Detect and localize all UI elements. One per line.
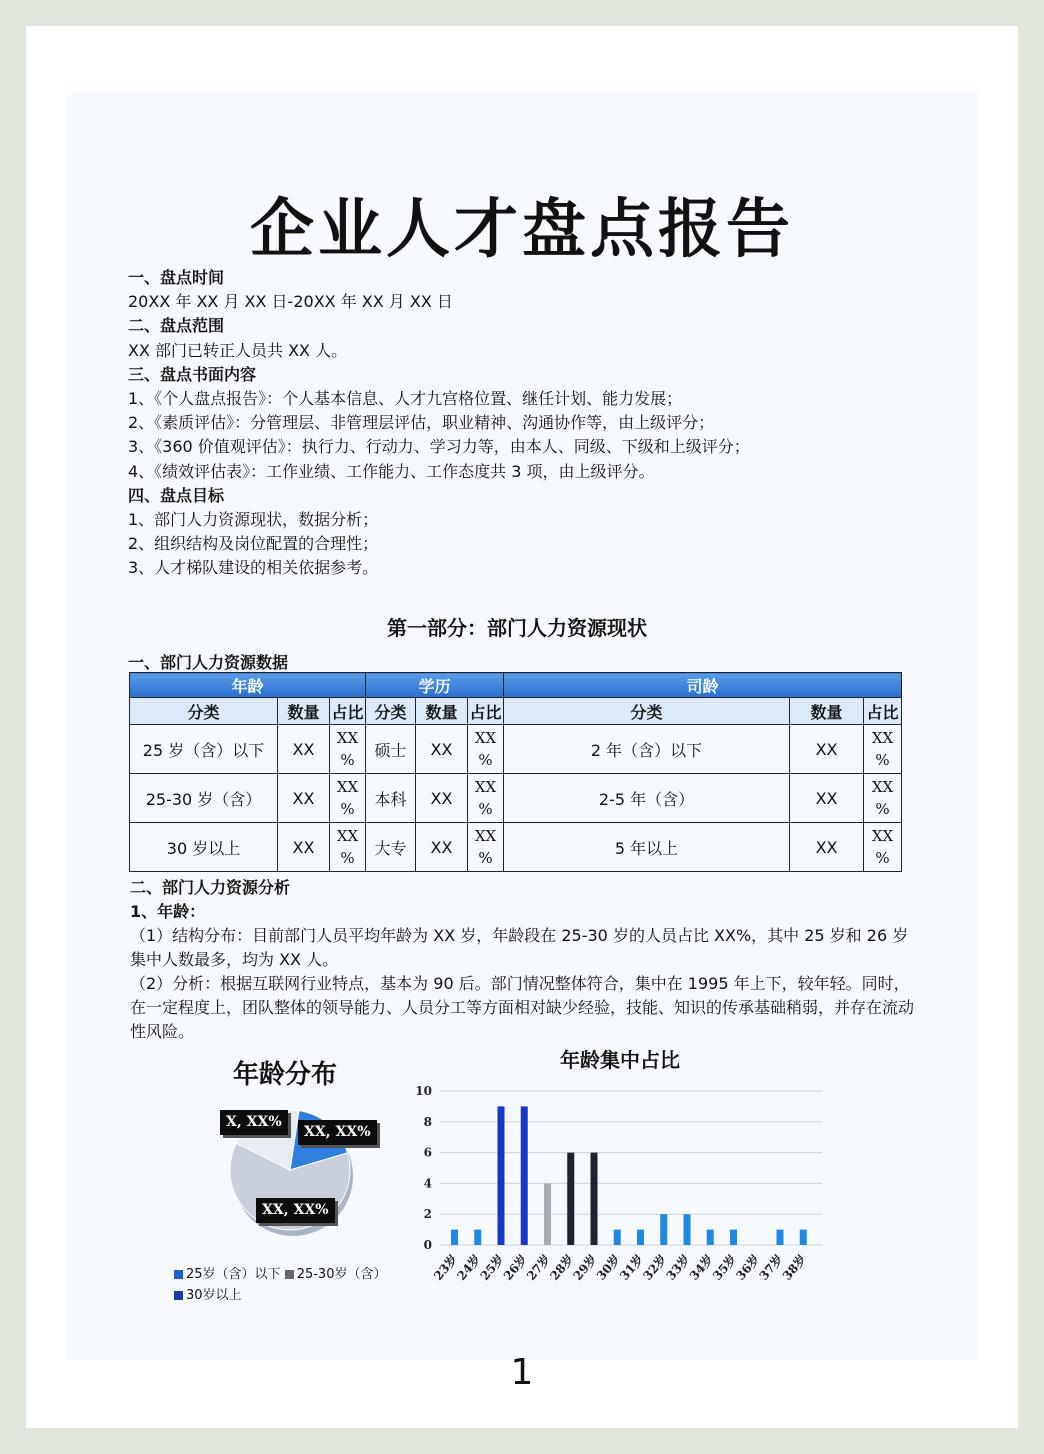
age-subtitle: 1、年龄： — [130, 902, 206, 921]
table-cell: XX % — [864, 823, 902, 872]
x-tick-label: 33岁 — [663, 1251, 693, 1283]
x-tick-label: 31岁 — [617, 1251, 647, 1283]
analysis-section — [130, 876, 916, 1044]
x-tick-label: 35岁 — [710, 1251, 740, 1283]
table-cell: XX — [416, 823, 468, 872]
analysis-paragraph-2: （2）分析：根据互联网行业特点，基本为 90 后。部门情况整体符合，集中在 1995 年上下，较年轻。同时，在一定程度上，团队整体的领导能力、人员分工等方面相对缺少经验，技能、知识的传承基础稍弱，并存在流动性风险。 — [130, 974, 915, 1041]
report-title: 企业人才盘点报告 — [250, 193, 794, 267]
bar — [591, 1153, 598, 1245]
table-cell: XX — [278, 823, 330, 872]
x-tick-label: 27岁 — [524, 1251, 554, 1283]
intro-heading: 三、盘点书面内容 — [128, 364, 257, 384]
table-cell: XX % — [330, 725, 366, 774]
bar — [660, 1214, 667, 1245]
sub-header: 占比 — [330, 698, 366, 725]
x-tick-label: 32岁 — [640, 1251, 670, 1283]
y-tick-label: 8 — [423, 1114, 432, 1129]
table-cell: 25-30 岁（含） — [130, 774, 278, 823]
bar-chart — [400, 1075, 840, 1300]
legend-item: 25-30岁（含） — [285, 1267, 387, 1282]
intro-section — [128, 266, 928, 581]
x-tick-label: 30岁 — [593, 1251, 624, 1283]
section2-title: 二、部门人力资源分析 — [130, 878, 291, 897]
pie-data-label: XX, XX% — [298, 1120, 377, 1145]
y-tick-label: 2 — [423, 1207, 432, 1222]
table-cell: XX % — [468, 774, 504, 823]
legend-swatch — [285, 1270, 294, 1279]
table-cell: 2-5 年（含） — [504, 774, 790, 823]
x-tick-label: 24岁 — [454, 1251, 484, 1283]
x-tick-label: 38岁 — [779, 1251, 810, 1283]
pie-legend — [174, 1264, 414, 1306]
table-cell: XX — [278, 725, 330, 774]
part-title: 第一部分：部门人力资源现状 — [387, 616, 647, 640]
sub-header: 数量 — [790, 698, 864, 725]
bar — [498, 1106, 505, 1245]
bar — [707, 1230, 714, 1245]
table-cell: XX — [278, 774, 330, 823]
x-tick-label: 37岁 — [756, 1251, 786, 1283]
intro-line: 20XX 年 XX 月 XX 日-20XX 年 XX 月 XX 日 — [128, 292, 453, 312]
x-tick-label: 29岁 — [570, 1251, 600, 1283]
table-cell: XX — [416, 725, 468, 774]
sub-header: 占比 — [468, 698, 504, 725]
bar — [567, 1153, 574, 1245]
table-cell: 5 年以上 — [504, 823, 790, 872]
pie-data-label: X, XX% — [220, 1110, 288, 1135]
page-number: 1 — [510, 1352, 534, 1393]
table-cell: XX % — [864, 725, 902, 774]
intro-line: 3、《360 价值观评估》：执行力、行动力、学习力等，由本人、同级、下级和上级评分； — [128, 437, 750, 457]
table-row — [130, 774, 902, 823]
bar — [451, 1230, 458, 1245]
legend-swatch — [174, 1291, 183, 1300]
group-header-age: 年龄 — [130, 673, 366, 698]
bar — [777, 1230, 784, 1245]
y-tick-label: 0 — [423, 1238, 432, 1252]
table-row — [130, 823, 902, 872]
sub-header: 分类 — [130, 698, 278, 725]
hr-data-table — [129, 672, 902, 872]
intro-line: 2、组织结构及岗位配置的合理性； — [128, 534, 379, 554]
bar-chart-title: 年龄集中占比 — [560, 1048, 680, 1072]
intro-line: 4、《绩效评估表》：工作业绩、工作能力、工作态度共 3 项，由上级评分。 — [128, 461, 655, 481]
legend-item: 25岁（含）以下 — [174, 1267, 281, 1282]
table-cell: XX % — [468, 823, 504, 872]
table-cell: 大专 — [366, 823, 416, 872]
intro-line: 2、《素质评估》：分管理层、非管理层评估，职业精神、沟通协作等，由上级评分； — [128, 413, 715, 433]
sub-header: 分类 — [504, 698, 790, 725]
table-cell: XX — [790, 725, 864, 774]
group-header-tenure: 司龄 — [504, 673, 902, 698]
bar — [521, 1106, 528, 1245]
table-cell: XX % — [864, 774, 902, 823]
table-cell: 本科 — [366, 774, 416, 823]
table-cell: XX — [790, 823, 864, 872]
x-tick-label: 25岁 — [477, 1251, 507, 1283]
table-cell: XX % — [468, 725, 504, 774]
x-tick-label: 26岁 — [500, 1251, 531, 1283]
y-tick-label: 6 — [423, 1145, 432, 1160]
table-cell: XX % — [330, 823, 366, 872]
pie-chart-title: 年龄分布 — [232, 1060, 337, 1090]
legend-item: 30岁以上 — [174, 1288, 242, 1303]
table-cell: 2 年（含）以下 — [504, 725, 790, 774]
table-cell: 25 岁（含）以下 — [130, 725, 278, 774]
bar — [684, 1214, 691, 1245]
x-tick-label: 28岁 — [547, 1251, 577, 1283]
intro-line: 1、《个人盘点报告》：个人基本信息、人才九宫格位置、继任计划、能力发展； — [128, 389, 683, 409]
x-tick-label: 34岁 — [686, 1251, 717, 1283]
intro-heading: 二、盘点范围 — [128, 316, 225, 336]
legend-swatch — [174, 1270, 183, 1279]
bar — [800, 1230, 807, 1245]
table-cell: 硕士 — [366, 725, 416, 774]
group-header-education: 学历 — [366, 673, 504, 698]
bar — [614, 1230, 621, 1245]
analysis-paragraph-1: （1）结构分布：目前部门人员平均年龄为 XX 岁，年龄段在 25-30 岁的人员占比 XX%，其中 25 岁和 26 岁集中人数最多，均为 XX 人。 — [130, 926, 909, 969]
table-cell: XX — [416, 774, 468, 823]
x-tick-label: 23岁 — [431, 1251, 461, 1283]
intro-heading: 一、盘点时间 — [128, 268, 225, 287]
x-tick-label: 36岁 — [733, 1251, 763, 1283]
sub-header: 数量 — [278, 698, 330, 725]
intro-heading: 四、盘点目标 — [128, 485, 225, 505]
table-cell: XX % — [330, 774, 366, 823]
bar — [730, 1230, 737, 1245]
bar — [637, 1230, 644, 1245]
intro-line: XX 部门已转正人员共 XX 人。 — [128, 340, 348, 360]
table-cell: XX — [790, 774, 864, 823]
sub-header: 分类 — [366, 698, 416, 725]
sub-header: 数量 — [416, 698, 468, 725]
y-tick-label: 4 — [423, 1176, 432, 1191]
y-tick-label: 10 — [415, 1084, 432, 1098]
table-row — [130, 725, 902, 774]
section1-title: 一、部门人力资源数据 — [128, 653, 289, 672]
pie-data-label: XX, XX% — [256, 1198, 335, 1223]
intro-line: 1、部门人力资源现状，数据分析； — [128, 510, 379, 530]
sub-header: 占比 — [864, 698, 902, 725]
bar — [544, 1183, 551, 1245]
intro-line: 3、人才梯队建设的相关依据参考。 — [128, 558, 379, 578]
bar — [474, 1230, 481, 1245]
table-cell: 30 岁以上 — [130, 823, 278, 872]
